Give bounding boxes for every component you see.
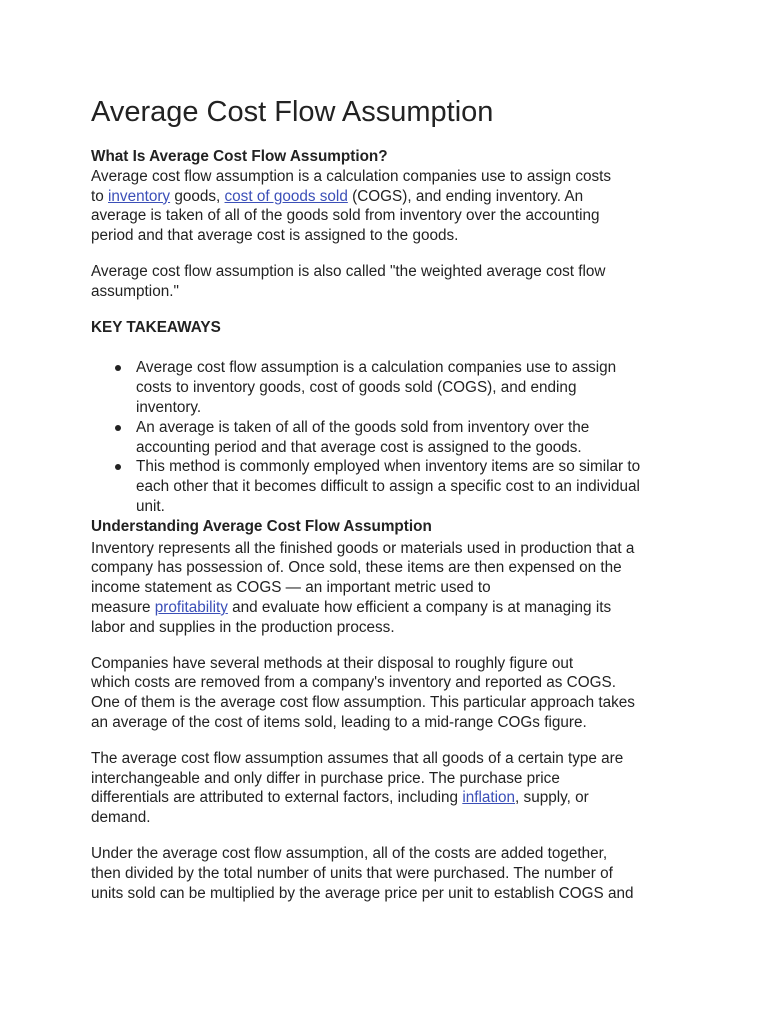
spacer [91, 638, 711, 654]
text-segment: measure [91, 598, 155, 616]
text-segment: differentials are attributed to external factors, including [91, 789, 463, 807]
text-line [91, 578, 711, 598]
paragraph [91, 654, 711, 733]
text-line [91, 769, 711, 789]
text-segment: then divided by the total number of units that were purchased. The number of [91, 864, 613, 882]
text-segment: Understanding Average Cost Flow Assumption [91, 517, 432, 535]
text-line [91, 864, 711, 884]
text-line [136, 418, 711, 438]
text-segment: which costs are removed from a company's inventory and reported as COGS. [91, 674, 616, 692]
text-segment: and evaluate how efficient a company is at managing its [227, 598, 612, 616]
text-line [91, 713, 711, 733]
text-line [91, 226, 711, 246]
text-line [91, 673, 711, 693]
spacer [91, 828, 711, 844]
text-segment: assumption." [91, 282, 179, 300]
text-line [91, 618, 711, 638]
text-line [91, 598, 711, 618]
text-line [91, 884, 711, 904]
text-line [91, 262, 711, 282]
text-segment: to [91, 187, 109, 205]
text-segment: Companies have several methods at their disposal to roughly figure out [91, 654, 574, 672]
text-segment: average is taken of all of the goods sold from inventory over the accounting [91, 207, 600, 225]
text-segment: Inventory represents all the finished goods or materials used in production that a [91, 539, 635, 557]
list-item [91, 457, 711, 516]
text-line [91, 539, 711, 559]
text-segment: (COGS), and ending inventory. An [347, 187, 584, 205]
spacer [91, 246, 711, 262]
section-heading [91, 517, 711, 537]
text-segment: demand. [91, 809, 151, 827]
text-segment: This method is commonly employed when inventory items are so similar to [136, 458, 641, 476]
hyperlink[interactable]: profitability [154, 598, 228, 616]
text-line [91, 167, 711, 187]
text-segment: income statement as COGS — an important metric used to [91, 579, 491, 597]
text-line [91, 844, 711, 864]
list-item [91, 358, 711, 417]
page-title: Average Cost Flow Assumption [91, 96, 494, 128]
spacer [91, 733, 711, 749]
text-segment: period and that average cost is assigned to the goods. [91, 227, 459, 245]
text-segment: One of them is the average cost flow assumption. This particular approach takes [91, 694, 635, 712]
bullet-icon [115, 464, 121, 470]
text-line [91, 282, 711, 302]
text-line [136, 378, 711, 398]
text-segment: an average of the cost of items sold, leading to a mid-range COGs figure. [91, 713, 587, 731]
hyperlink[interactable]: cost of goods sold [224, 187, 348, 205]
text-segment: labor and supplies in the production process. [91, 618, 395, 636]
paragraph [91, 262, 711, 302]
text-segment: inventory. [136, 398, 202, 416]
text-segment: company has possession of. Once sold, these items are then expensed on the [91, 559, 622, 577]
text-line [91, 788, 711, 808]
paragraph [91, 167, 711, 246]
bullet-icon [115, 425, 121, 431]
text-segment: units sold can be multiplied by the average price per unit to establish COGS and [91, 884, 634, 902]
text-segment: What Is Average Cost Flow Assumption? [91, 148, 388, 165]
text-line [91, 318, 711, 338]
text-segment: An average is taken of all of the goods sold from inventory over the [136, 418, 590, 436]
text-segment: KEY TAKEAWAYS [91, 318, 221, 336]
text-segment: Average cost flow assumption is a calculation companies use to assign [136, 359, 617, 377]
text-segment: Under the average cost flow assumption, all of the costs are added together, [91, 844, 608, 862]
document-body [91, 147, 711, 903]
text-line [91, 517, 711, 537]
text-line [91, 654, 711, 674]
hyperlink[interactable]: inflation [462, 789, 516, 807]
spacer [91, 302, 711, 318]
text-segment: goods, [170, 187, 225, 205]
text-line [136, 438, 711, 458]
text-line [136, 457, 711, 477]
text-line [91, 147, 711, 167]
text-line [136, 497, 711, 517]
text-line [136, 358, 711, 378]
paragraph [91, 844, 711, 903]
paragraph [91, 749, 711, 828]
text-line [91, 693, 711, 713]
text-line [91, 206, 711, 226]
text-line [136, 477, 711, 497]
text-segment: costs to inventory goods, cost of goods sold (COGS), and ending [136, 379, 577, 397]
text-line [91, 808, 711, 828]
section-heading [91, 318, 711, 338]
paragraph [91, 539, 711, 638]
text-segment: Average cost flow assumption is a calculation companies use to assign costs [91, 167, 612, 185]
text-segment: interchangeable and only differ in purchase price. The purchase price [91, 769, 560, 787]
key-takeaways-list [91, 358, 711, 516]
text-segment: The average cost flow assumption assumes that all goods of a certain type are [91, 749, 624, 767]
text-segment: unit. [136, 497, 165, 515]
list-item [91, 418, 711, 458]
text-segment: , supply, or [515, 789, 589, 807]
hyperlink[interactable]: inventory [108, 187, 171, 205]
spacer [91, 337, 711, 358]
bullet-icon [115, 365, 121, 371]
text-line [91, 187, 711, 207]
text-segment: Average cost flow assumption is also called "the weighted average cost flow [91, 262, 606, 280]
text-line [91, 749, 711, 769]
text-line [136, 398, 711, 418]
text-line [91, 558, 711, 578]
section-heading [91, 147, 711, 167]
text-segment: accounting period and that average cost is assigned to the goods. [136, 438, 582, 456]
text-segment: each other that it becomes difficult to assign a specific cost to an individual [136, 478, 640, 496]
